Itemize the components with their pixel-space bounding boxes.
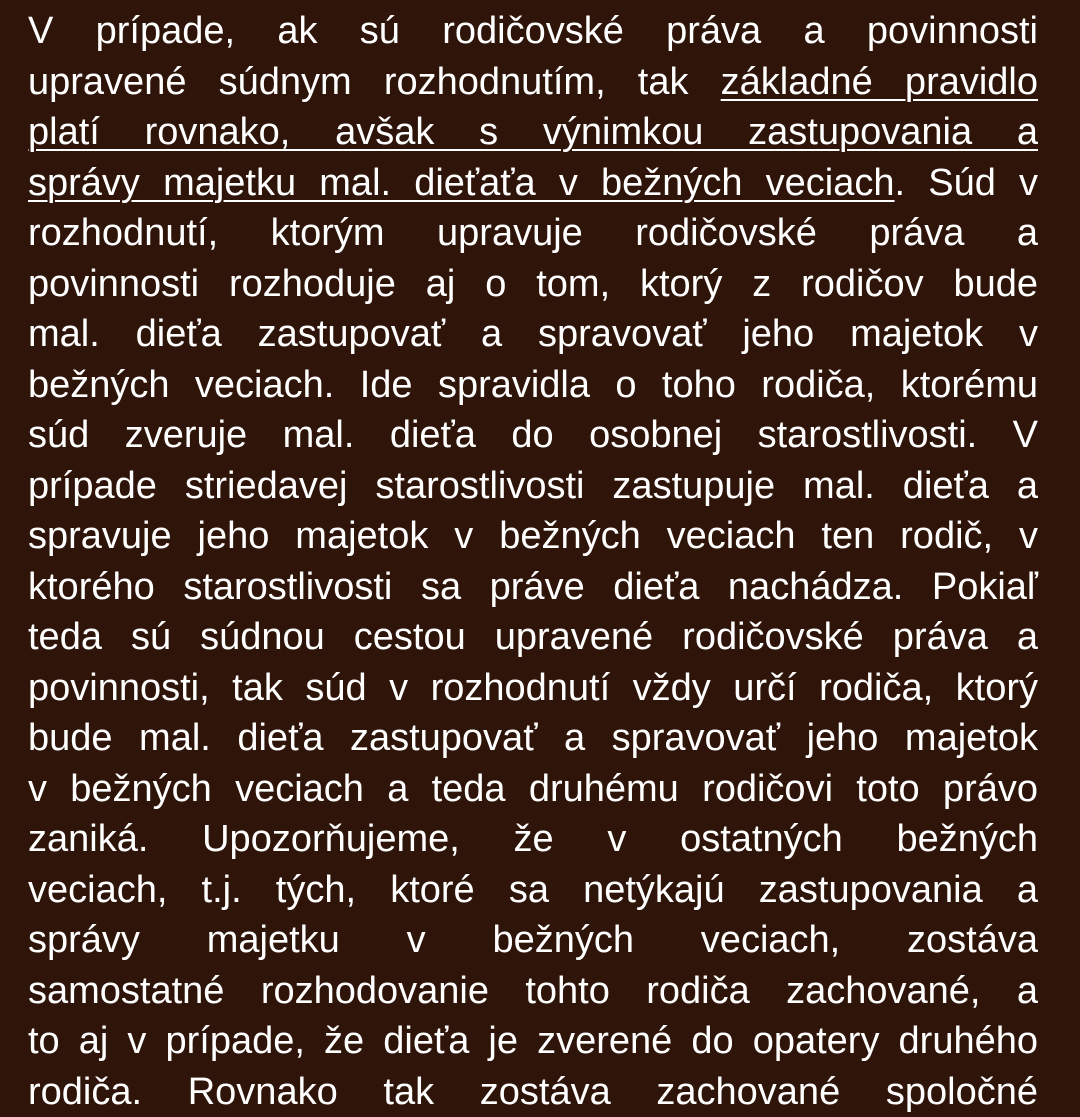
text-line: [28, 57, 1038, 108]
text-line: [28, 764, 1038, 815]
text-run: V prípade, ak sú rodičovské práva a povinnosti: [28, 10, 1038, 52]
underlined-text: platí rovnako, avšak s výnimkou zastupovania a: [28, 111, 1038, 153]
underlined-text: základné pravidlo: [721, 61, 1038, 103]
text-run: to aj v prípade, že dieťa je zverené do opatery druhého: [28, 1020, 1038, 1062]
text-line: [28, 865, 1038, 916]
text-line: [28, 1067, 1038, 1117]
text-run: mal. dieťa zastupovať a spravovať jeho majetok v: [28, 313, 1038, 355]
text-line: [28, 309, 1038, 360]
text-line: [28, 461, 1038, 512]
text-line: [28, 259, 1038, 310]
text-run: bežných veciach. Ide spravidla o toho rodiča, ktorému: [28, 364, 1038, 406]
text-run: upravené súdnym rozhodnutím, tak: [28, 61, 721, 103]
text-run: spravuje jeho majetok v bežných veciach ten rodič, v: [28, 515, 1038, 557]
text-line: [28, 663, 1038, 714]
text-run: veciach, t.j. tých, ktoré sa netýkajú zastupovania a: [28, 869, 1038, 911]
text-line: [28, 360, 1038, 411]
text-run: zaniká. Upozorňujeme, že v ostatných bežných: [28, 818, 1038, 860]
text-line: [28, 966, 1038, 1017]
text-line: [28, 814, 1038, 865]
text-run: povinnosti, tak súd v rozhodnutí vždy určí rodiča, ktorý: [28, 667, 1038, 709]
text-line: [28, 612, 1038, 663]
text-line: [28, 158, 1038, 209]
text-run: v bežných veciach a teda druhému rodičovi toto právo: [28, 768, 1038, 810]
text-line: [28, 410, 1038, 461]
text-run: povinnosti rozhoduje aj o tom, ktorý z rodičov bude: [28, 263, 1038, 305]
text-run: teda sú súdnou cestou upravené rodičovské práva a: [28, 616, 1038, 658]
text-line: [28, 208, 1038, 259]
text-run: správy majetku v bežných veciach, zostáva: [28, 919, 1038, 961]
text-run: súd zveruje mal. dieťa do osobnej starostlivosti. V: [28, 414, 1038, 456]
text-run: prípade striedavej starostlivosti zastupuje mal. dieťa a: [28, 465, 1038, 507]
text-line: [28, 562, 1038, 613]
text-line: [28, 511, 1038, 562]
text-run: bude mal. dieťa zastupovať a spravovať jeho majetok: [28, 717, 1038, 759]
text-line: [28, 107, 1038, 158]
text-line: [28, 6, 1038, 57]
text-line: [28, 713, 1038, 764]
text-line: [28, 915, 1038, 966]
text-run: ktorého starostlivosti sa práve dieťa nachádza. Pokiaľ: [28, 566, 1038, 608]
document-text: [28, 6, 1038, 1117]
text-run: samostatné rozhodovanie tohto rodiča zachované, a: [28, 970, 1038, 1012]
underlined-text: správy majetku mal. dieťaťa v bežných veciach: [28, 162, 895, 204]
text-run: rodiča. Rovnako tak zostáva zachované spoločné: [28, 1071, 1038, 1113]
text-run: . Súd v: [895, 162, 1038, 204]
text-line: [28, 1016, 1038, 1067]
text-run: rozhodnutí, ktorým upravuje rodičovské práva a: [28, 212, 1038, 254]
